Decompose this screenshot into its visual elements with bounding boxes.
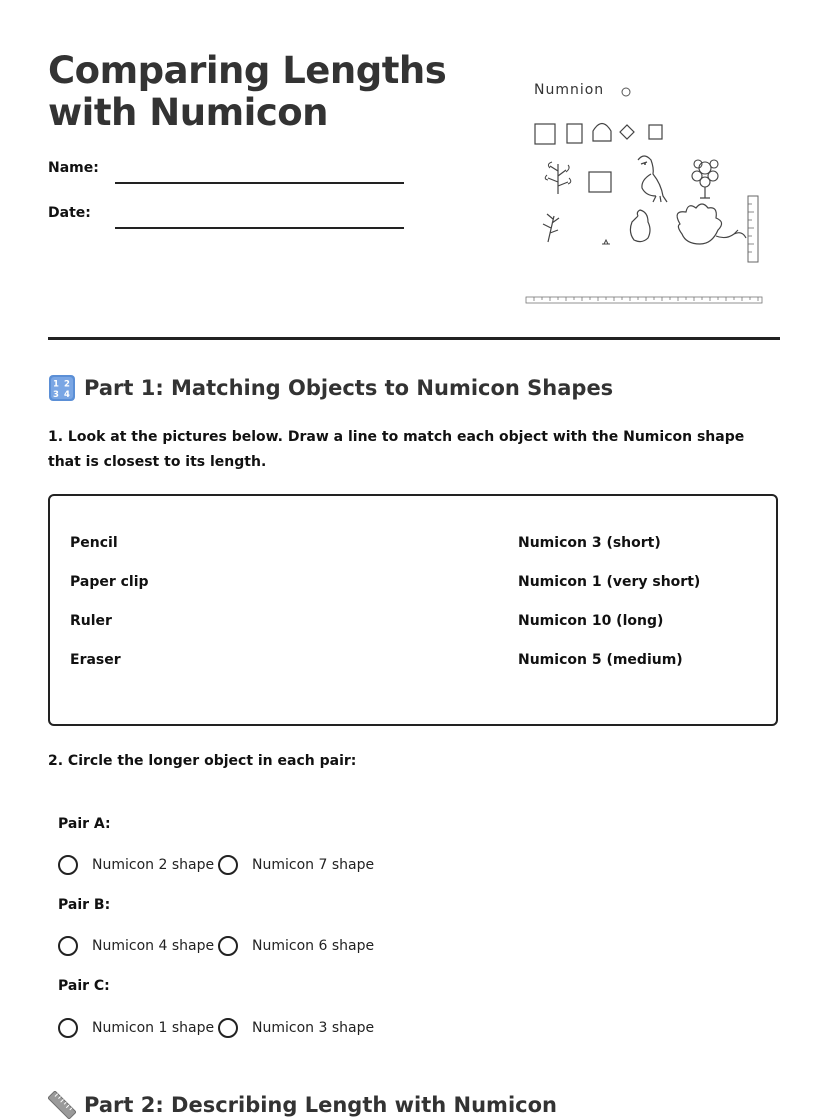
ruler-icon (48, 1091, 76, 1119)
numicon-shape-item[interactable]: Numicon 1 (very short) (518, 574, 701, 590)
numicon-doodles-icon (520, 76, 770, 314)
pair-b-option-1[interactable] (58, 936, 214, 956)
svg-text:4: 4 (64, 390, 70, 400)
option-label: Numicon 1 shape (92, 1020, 215, 1036)
question-2: 2. Circle the longer object in each pair: (48, 753, 357, 769)
part2-heading (48, 1091, 557, 1119)
part1-heading-text: Part 1: Matching Objects to Numicon Shapes (84, 376, 614, 400)
name-field[interactable] (48, 160, 408, 190)
worksheet-title: Comparing Lengths with Numicon (48, 49, 447, 134)
pair-c-option-2[interactable] (218, 1018, 374, 1038)
matching-box (48, 494, 778, 726)
header-divider (48, 337, 780, 340)
part2-heading-text: Part 2: Describing Length with Numicon (84, 1093, 557, 1117)
question-1: 1. Look at the pictures below. Draw a line to match each object with the Numicon shape that is closest to its length. (48, 429, 745, 470)
pair-b-label: Pair B: (58, 897, 111, 913)
date-line[interactable] (115, 227, 404, 229)
part1-heading (48, 374, 613, 402)
pair-b-option-2[interactable] (218, 936, 374, 956)
radio-circle[interactable] (58, 855, 78, 875)
illustration-caption: Numnion (534, 82, 605, 98)
pair-a-option-1[interactable] (58, 855, 214, 875)
pair-a-label: Pair A: (58, 816, 111, 832)
svg-text:2: 2 (64, 379, 70, 390)
date-label: Date: (48, 205, 91, 221)
numicon-shape-item[interactable]: Numicon 3 (short) (518, 535, 661, 551)
radio-circle[interactable] (58, 1018, 78, 1038)
option-label: Numicon 4 shape (92, 938, 215, 954)
radio-circle[interactable] (218, 855, 238, 875)
object-item[interactable]: Paper clip (70, 574, 149, 590)
radio-circle[interactable] (218, 936, 238, 956)
option-label: Numicon 2 shape (92, 857, 215, 873)
pair-c-label: Pair C: (58, 978, 110, 994)
numicon-shape-item[interactable]: Numicon 5 (medium) (518, 652, 683, 668)
option-label: Numicon 7 shape (252, 857, 375, 873)
name-label: Name: (48, 160, 99, 176)
pair-a-option-2[interactable] (218, 855, 374, 875)
svg-text:3: 3 (53, 390, 59, 400)
name-line[interactable] (115, 182, 404, 184)
pair-c-option-1[interactable] (58, 1018, 214, 1038)
option-label: Numicon 6 shape (252, 938, 375, 954)
numbers-keycap-icon (48, 374, 76, 402)
svg-text:1: 1 (53, 379, 59, 390)
radio-circle[interactable] (58, 936, 78, 956)
radio-circle[interactable] (218, 1018, 238, 1038)
object-item[interactable]: Ruler (70, 613, 112, 629)
object-item[interactable]: Pencil (70, 535, 118, 551)
numicon-shape-item[interactable]: Numicon 10 (long) (518, 613, 664, 629)
date-field[interactable] (48, 205, 408, 235)
header-illustration (520, 76, 770, 314)
object-item[interactable]: Eraser (70, 652, 121, 668)
option-label: Numicon 3 shape (252, 1020, 375, 1036)
